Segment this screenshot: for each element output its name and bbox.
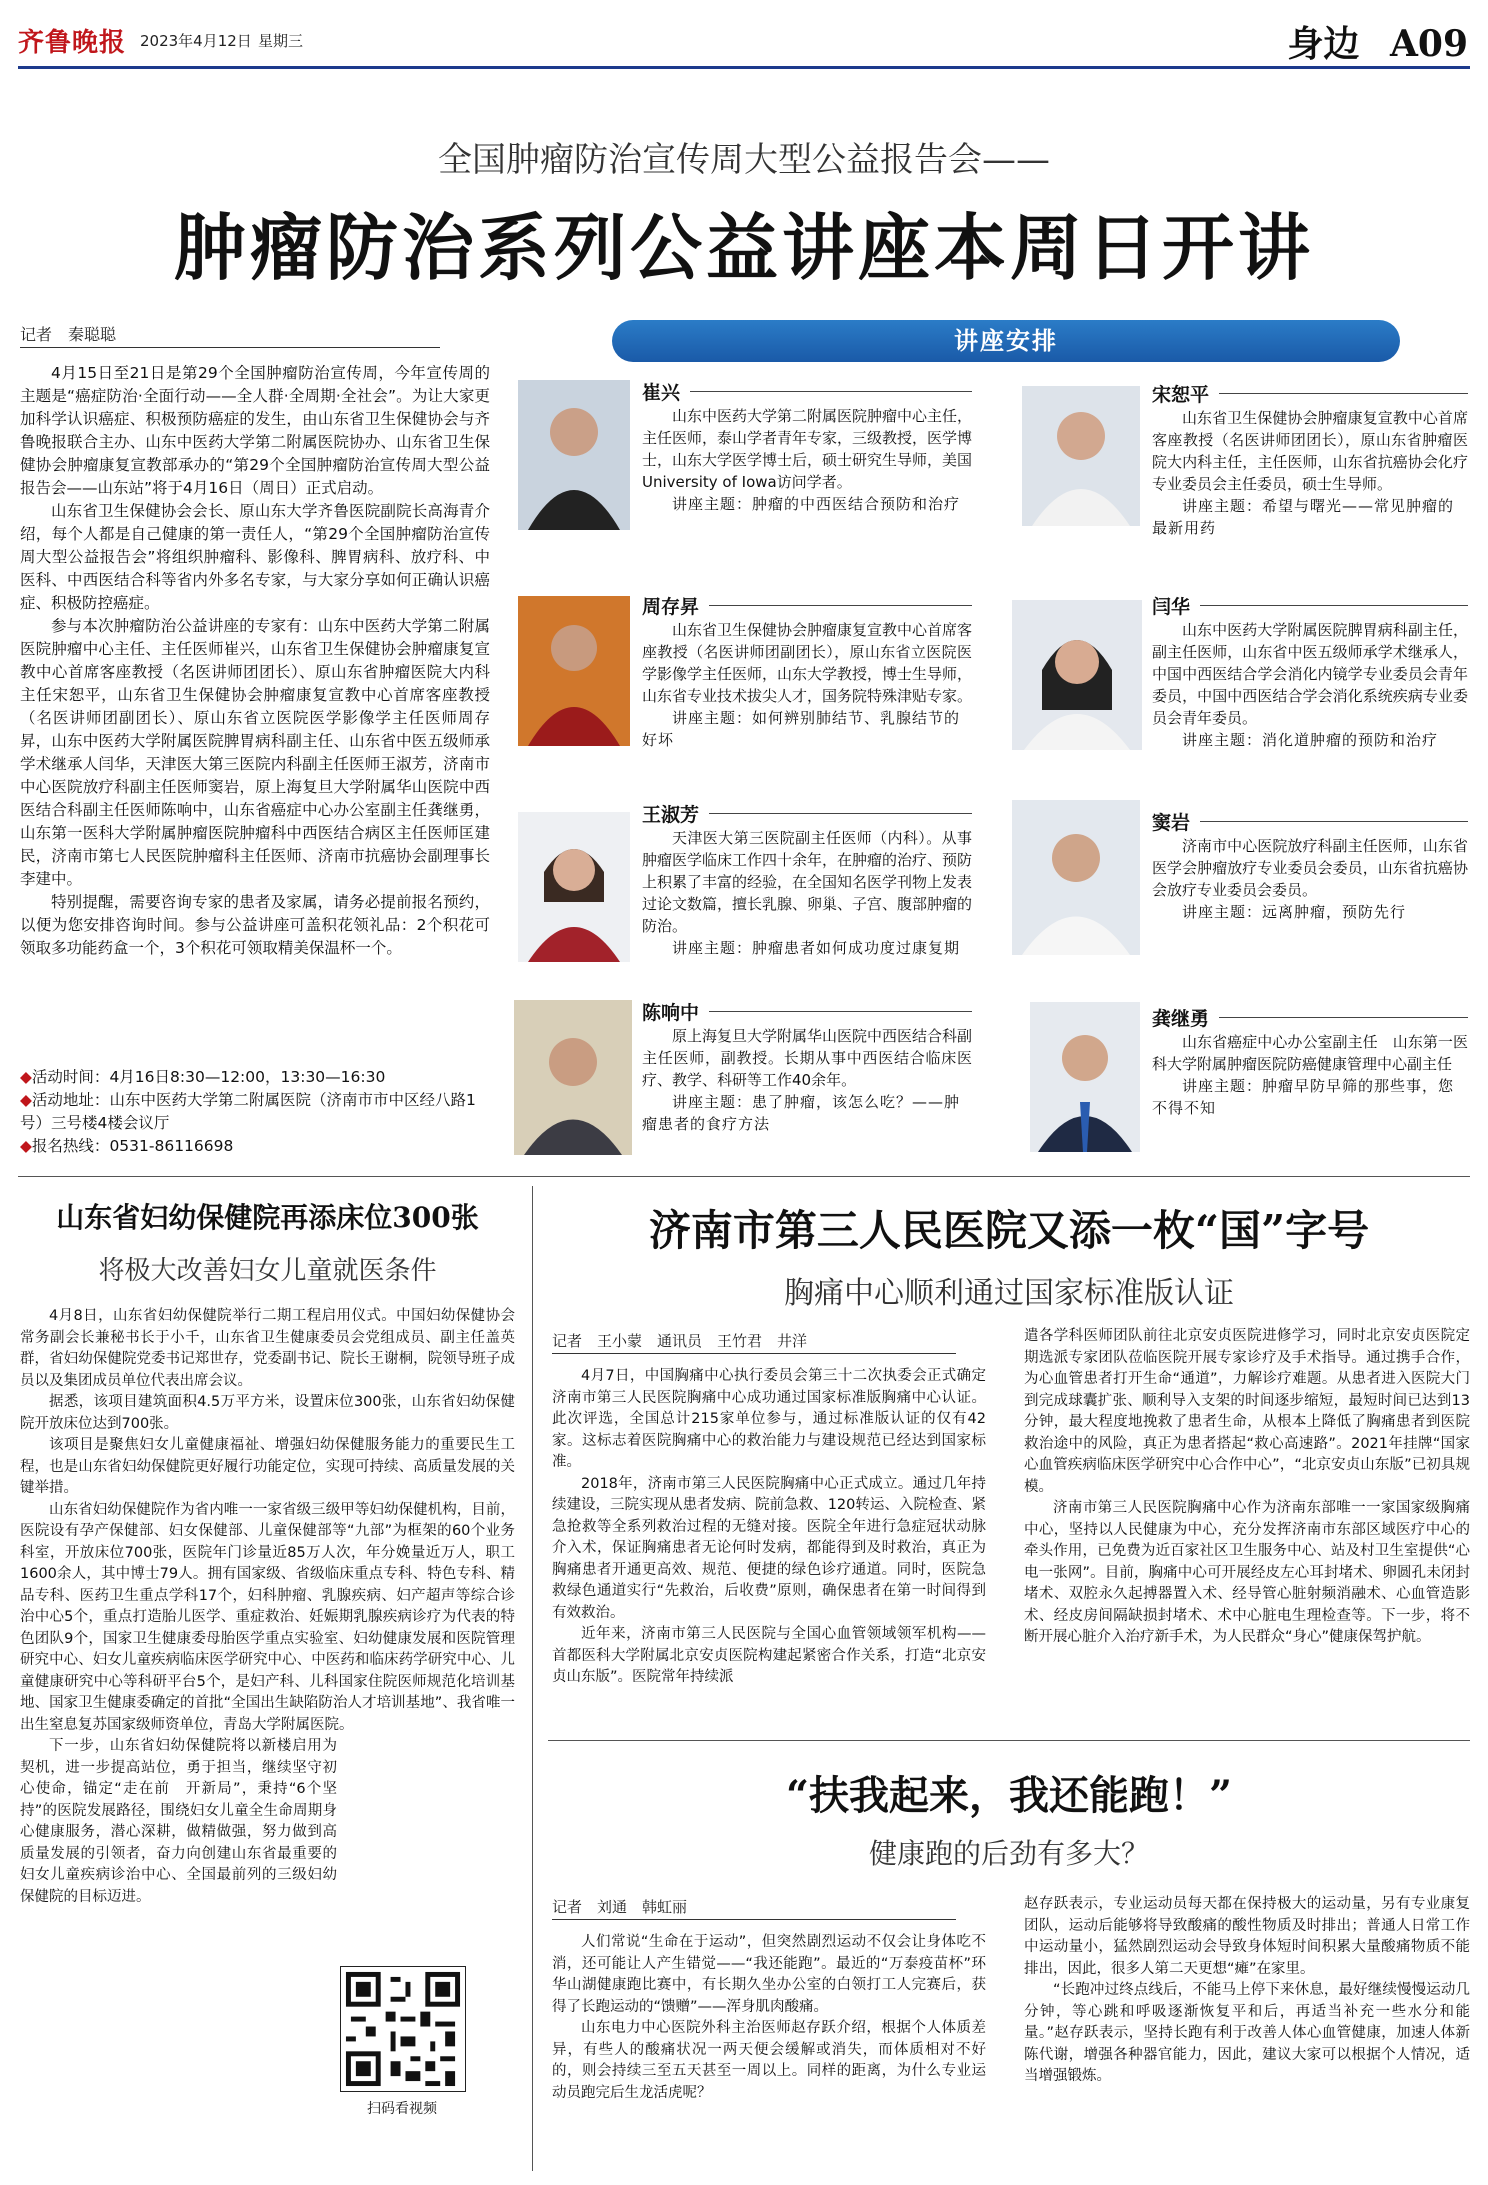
expert-name: 周存昇 [642,596,700,618]
story4-col1 [552,1932,986,2104]
expert-photo [514,1000,632,1155]
story4-paragraph: 山东电力中心医院外科主治医师赵存跃介绍，根据个人体质差异，有些人的酸痛状况一两天便会缓解或消失，而体质相对不好的，则会持续三至五天甚至一周以上。同样的距离，为什么专业运动员跑完后生龙活虎呢？ [552,2020,986,2101]
story3-subhead: 胸痛中心顺利通过国家标准版认证 [784,1276,1234,1311]
expert-name: 陈响中 [642,1002,700,1024]
expert-bio: 山东中医药大学第二附属医院肿瘤中心主任，主任医师，泰山学者青年专家，三级教授，医学博士，山东大学医学博士后，硕士研究生导师，美国University of Iowa访问学者。 [642,407,973,491]
portrait-icon [514,1000,632,1155]
expert-bio: 山东省卫生保健协会肿瘤康复宣教中心首席客座教授（名医讲师团团长），原山东省肿瘤医院大内科主任，主任医师，山东省抗癌协会化疗专业委员会主任委员，硕士生导师。 [1152,409,1468,493]
lead-paragraph: 4月15日至21日是第29个全国肿瘤防治宣传周，今年宣传周的主题是“癌症防治·全面行动——全人群·全周期·全社会”。为让大家更加科学认识癌症、积极预防癌症的发生，由山东省卫生保健协会与齐鲁晚报联合主办、山东中医药大学第二附属医院协办、山东省卫生保健协会肿瘤康复宣教部承办的“第29个全国肿瘤防治宣传周大型公益报告会——山东站”将于4月16日（周日）正式启动。 [20,364,490,497]
lead-headline: 肿瘤防治系列公益讲座本周日开讲 [173,205,1314,290]
event-address: ◆活动地址：山东中医药大学第二附属医院（济南市市中区经八路1号）三号楼4楼会议厅 [20,1091,476,1132]
expert-topic: 讲座主题：远离肿瘤，预防先行 [1182,903,1407,921]
portrait-icon [1012,800,1140,955]
qr-code-icon [341,1967,465,2091]
story4-col2 [1024,1894,1470,2088]
expert-photo [1030,1002,1140,1152]
story3-paragraph: 4月7日，中国胸痛中心执行委员会第三十二次执委会正式确定济南市第三人民医院胸痛中心成功通过国家标准版胸痛中心认证。此次评选，全国总计215家单位参与，通过标准版认证的仅有42家。这标志着医院胸痛中心的救治能力与建设规范已经达到国家标准。 [552,1368,986,1470]
story4-subhead: 健康跑的后劲有多大？ [868,1837,1149,1870]
story4-paragraph: 赵存跃表示，专业运动员每天都在保持极大的运动量，另有专业康复团队，运动后能够将导致酸痛的酸性物质及时排出；普通人日常工作中运动量小，猛然剧烈运动会导致身体短时间积累大量酸痛物质不能排出，因此，很多人第二天更想“瘫”在家里。 [1024,1896,1470,1977]
section-header [1287,16,1468,67]
event-info [20,1066,490,1158]
event-time: ◆活动时间：4月16日8:30—12:00，13:30—16:30 [20,1068,386,1086]
expert-name: 崔兴 [642,382,681,404]
expert-bio: 原上海复旦大学附属华山医院中西医结合科副主任医师，副教授。长期从事中西医结合临床医疗、教学、科研等工作40余年。 [642,1027,973,1089]
expert-photo [518,380,630,530]
expert-bio: 山东省癌症中心办公室副主任 山东第一医科大学附属肿瘤医院防癌健康管理中心副主任 [1152,1033,1468,1073]
expert-topic: 讲座主题：消化道肿瘤的预防和治疗 [1182,731,1439,749]
expert-name: 窦岩 [1152,812,1191,834]
portrait-icon [518,380,630,530]
expert-name: 龚继勇 [1152,1008,1210,1030]
story3-col2 [1024,1326,1470,1649]
expert-topic: 讲座主题：肿瘤早防早筛的那些事，您不得不知 [1152,1077,1455,1117]
lead-paragraph: 参与本次肿瘤防治公益讲座的专家有：山东中医药大学第二附属医院肿瘤中心主任、主任医师崔兴，山东省卫生保健协会肿瘤康复宣教中心首席客座教授（名医讲师团团长）、原山东省肿瘤医院大内科主任宋恕平，山东省卫生保健协会肿瘤康复宣教中心首席客座教授（名医讲师团副团长）、原山东省立医院医学影像学主任医师周存昇，山东中医药大学附属医院脾胃病科副主任、山东省中医五级师承学术继承人闫华，天津医大第三医院内科副主任医师王淑芳，济南市中心医院放疗科副主任医师窦岩，原上海复旦大学附属华山医院中西医结合科副主任医师陈响中，山东省癌症中心办公室副主任龚继勇，山东第一医科大学附属肿瘤医院肿瘤科中西医结合病区主任医师匡建民，济南市第七人民医院肿瘤科主任医师、济南市抗癌协会副理事长李建中。 [20,617,490,888]
expert-card [1152,380,1468,539]
expert-name: 宋恕平 [1152,384,1210,406]
expert-photo [1012,600,1142,750]
story2-paragraph: 下一步，山东省妇幼保健院将以新楼启用为契机，进一步提高站位，勇于担当，继续坚守初心使命，锚定“走在前 开新局”，秉持“6个坚持”的医院发展路径，围绕妇女儿童全生命周期身心健康服务，潜心深耕，做精做强，努力做到高质量发展的引领者，奋力向创建山东省最重要的妇女儿童疾病诊治中心、全国最前列的三级妇幼保健院的目标迈进。 [20,1738,337,1905]
expert-photo [518,596,630,746]
expert-card [642,800,972,959]
story2-paragraph: 据悉，该项目建筑面积4.5万平方米，设置床位300张，山东省妇幼保健院开放床位达到700张。 [20,1394,515,1432]
expert-bio: 山东省卫生保健协会肿瘤康复宣教中心首席客座教授（名医讲师团副团长），原山东省立医院医学影像学主任医师，山东大学教授，博士生导师，山东省专业技术拔尖人才，国务院特殊津贴专家。 [642,621,973,705]
qr-caption: 扫码看视频 [367,2101,437,2117]
expert-topic: 讲座主题：希望与曙光——常见肿瘤的最新用药 [1152,497,1455,537]
section-divider [18,1176,1470,1177]
story2-paragraph: 4月8日，山东省妇幼保健院举行二期工程启用仪式。中国妇幼保健协会常务副会长兼秘书长于小千，山东省卫生健康委员会党组成员、副主任盖英群，省妇幼保健院党委书记郑世存，党委副书记、院长王谢桐，院领导班子成员以及集团成员单位代表出席会议。 [20,1308,515,1389]
story4-byline: 记者 刘通 韩虹丽 [552,1896,956,1920]
expert-topic: 讲座主题：如何辨别肺结节、乳腺结节的好坏 [642,709,961,749]
expert-bio: 天津医大第三医院副主任医师（内科）。从事肿瘤医学临床工作四十余年，在肿瘤的治疗、预防上积累了丰富的经验，在全国知名医学刊物上发表过论文数篇，擅长乳腺、卵巢、子宫、腹部肿瘤的防治。 [642,829,973,935]
issue-weekday: 星期三 [258,32,304,50]
expert-bio: 山东中医药大学附属医院脾胃病科副主任，副主任医师，山东省中医五级师承学术继承人，中国中西医结合学会消化内镜学专业委员会青年委员，中国中西医结合学会消化系统疾病专业委员会青年委员。 [1152,621,1468,727]
story3-paragraph: 济南市第三人民医院胸痛中心作为济南东部唯一一家国家级胸痛中心，坚持以人民健康为中心，充分发挥济南市东部区域医疗中心的牵头作用，已免费为近百家社区卫生服务中心、站及村卫生室提供“心电一张网”。目前，胸痛中心可开展经皮左心耳封堵术、卵圆孔未闭封堵术、双腔永久起搏器置入术、经导管心脏射频消融术、心血管造影术、经皮房间隔缺损封堵术、术中心脏电生理检查等。下一步，将不断开展心脏介入治疗新手术，为人民群众“身心”健康保驾护航。 [1024,1500,1470,1645]
section-divider [548,1740,1470,1741]
expert-topic: 讲座主题：肿瘤的中西医结合预防和治疗 [672,495,961,513]
column-divider [532,1186,533,2171]
lead-paragraph: 特别提醒，需要咨询专家的患者及家属，请务必提前报名预约，以便为您安排咨询时间。参与公益讲座可盖积花领礼品：2个积花可领取多功能药盒一个，3个积花可领取精美保温杯一个。 [20,893,490,957]
expert-card [1152,1004,1468,1119]
lead-body [20,362,490,960]
portrait-icon [518,812,630,962]
story2-headline: 山东省妇幼保健院再添床位300张 [56,1201,479,1234]
expert-card [1152,592,1468,751]
portrait-icon [1022,386,1140,526]
expert-photo [1022,386,1140,526]
lead-paragraph: 山东省卫生保健协会会长、原山东大学齐鲁医院副院长高海青介绍，每个人都是自己健康的第一责任人，“第29个全国肿瘤防治宣传周大型公益报告会”将组织肿瘤科、影像科、脾胃病科、放疗科、中医科、中西医结合科等省内外多名专家，与大家分享如何正确认识癌症、积极防控癌症。 [20,502,490,612]
expert-topic: 讲座主题：患了肿瘤，该怎么吃？——肿瘤患者的食疗方法 [642,1093,961,1133]
expert-topic: 讲座主题：肿瘤患者如何成功度过康复期 [672,939,961,957]
story3-headline: 济南市第三人民医院又添一枚“国”字号 [648,1206,1370,1255]
story3-byline: 记者 王小蒙 通讯员 王竹君 井洋 [552,1330,956,1354]
story4-paragraph: 人们常说“生命在于运动”，但突然剧烈运动不仅会让身体吃不消，还可能让人产生错觉——“我还能跑”。最近的“万泰疫苗杯”环华山湖健康跑比赛中，有长期久坐办公室的白领打工人完赛后，获得了长跑运动的“馈赠”——浑身肌肉酸痛。 [552,1934,986,2015]
lead-byline: 记者 秦聪聪 [20,322,440,348]
newspaper-brand: 齐鲁晚报 [18,28,127,58]
section-name: 身边 [1287,23,1360,65]
lead-kicker: 全国肿瘤防治宣传周大型公益报告会—— [438,140,1050,180]
expert-photo [518,812,630,962]
story3-col1 [552,1366,986,1689]
event-hotline: ◆报名热线：0531-86116698 [20,1137,234,1155]
expert-photo [1012,800,1140,955]
page-number: A09 [1389,23,1468,65]
expert-card [642,592,972,751]
header-rule [18,66,1470,69]
story2-paragraph: 该项目是聚焦妇女儿童健康福祉、增强妇幼保健服务能力的重要民生工程，也是山东省妇幼保健院更好履行功能定位，实现可持续、高质量发展的关键举措。 [20,1437,515,1496]
expert-name: 王淑芳 [642,804,700,826]
story3-paragraph: 遣各学科医师团队前往北京安贞医院进修学习，同时北京安贞医院定期选派专家团队莅临医院开展专家诊疗及手术指导。通过携手合作，为心血管患者打开生命“通道”，力解诊疗难题。从患者进入医院大门到完成球囊扩张、顺利导入支架的时间逐步缩短，最短时间已达到13分钟，最大程度地挽救了患者生命，从根本上降低了胸痛患者到医院救治途中的风险，真正为患者搭起“救心高速路”。2021年挂牌“国家心血管疾病临床医学研究中心合作中心”，“北京安贞山东版”已初具规模。 [1024,1328,1470,1495]
expert-name: 闫华 [1152,596,1191,618]
story2-subhead: 将极大改善妇女儿童就医条件 [98,1256,437,1286]
issue-date: 2023年4月12日 [140,32,252,50]
schedule-banner: 讲座安排 [612,320,1400,362]
expert-bio: 济南市中心医院放疗科副主任医师，山东省医学会肿瘤放疗专业委员会委员，山东省抗癌协会放疗专业委员会委员。 [1152,837,1468,899]
story2-paragraph: 山东省妇幼保健院作为省内唯一一家省级三级甲等妇幼保健机构，目前，医院设有孕产保健部、妇女保健部、儿童保健部等“九部”为框架的60个业务科室，开放床位700张，医院年门诊量近85万人次，年分娩量近万人，职工1600余人，其中博士79人。拥有国家级、省级临床重点专科、特色专科、精品专科、医药卫生重点学科17个，妇科肿瘤、乳腺疾病、妇产超声等综合诊治中心5个，重点打造胎儿医学、重症救治、妊娠期乳腺疾病诊疗为代表的特色团队9个，国家卫生健康委母胎医学重点实验室、妇幼健康发展和医院管理研究中心、妇女儿童疾病临床医学研究中心、中医药和临床药学研究中心、儿童健康研究中心等科研平台5个，是妇产科、儿科国家住院医师规范化培训基地、国家卫生健康委确定的首批“全国出生缺陷防治人才培训基地”、我省唯一出生窒息复苏国家级师资单位，青岛大学附属医院。 [20,1501,515,1733]
story2-body [20,1306,515,1908]
story4-paragraph: “长跑冲过终点线后，不能马上停下来休息，最好继续慢慢运动几分钟，等心跳和呼吸逐渐恢复平和后，再适当补充一些水分和能量。”赵存跃表示，坚持长跑有利于改善人体心血管健康，加速人体新陈代谢，增强各种器官能力，因此，建议大家可以根据个人情况，适当增强锻炼。 [1024,1982,1470,2084]
expert-card [1152,808,1468,923]
portrait-icon [518,596,630,746]
story4-headline: “扶我起来，我还能跑！” [785,1772,1232,1819]
expert-card [642,378,972,515]
portrait-icon [1030,1002,1140,1152]
qr-code[interactable] [340,1966,466,2092]
story3-paragraph: 2018年，济南市第三人民医院胸痛中心正式成立。通过几年持续建设，三院实现从患者发病、院前急救、120转运、入院检查、紧急抢救等全系列救治过程的无缝对接。医院全年进行急症冠状动脉介入术，保证胸痛患者无论何时发病，都能得到及时救治，真正为胸痛患者开通更高效、规范、便捷的绿色诊疗通道。同时，医院急救绿色通道实行“先救治，后收费”原则，确保患者在第一时间得到有效救治。 [552,1475,986,1621]
expert-card [642,998,972,1135]
story3-paragraph: 近年来，济南市第三人民医院与全国心血管领域领军机构——首都医科大学附属北京安贞医院构建起紧密合作关系，打造“北京安贞山东版”。医院常年持续派 [552,1626,986,1685]
portrait-icon [1012,600,1142,750]
